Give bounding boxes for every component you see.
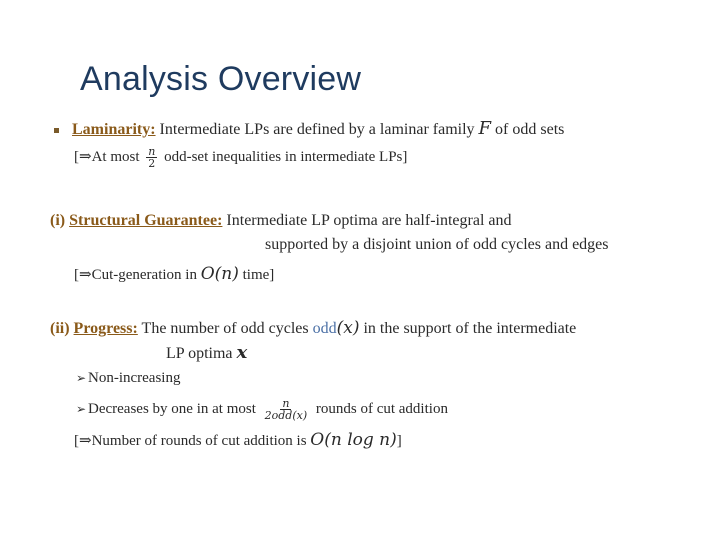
progress-odd: odd [312,320,337,337]
structural-math: O(n) [200,264,239,284]
fraction-numerator: n [282,397,290,410]
laminarity-text-b: of odd sets [491,121,565,138]
progress-prefix: (ii) [50,320,74,337]
structural-bracket [74,264,274,284]
progress-odd-arg: (x) [336,318,360,338]
laminarity-var-f: F [478,118,492,139]
square-bullet-icon [54,128,59,133]
fraction-numerator: n [148,145,156,158]
slide-title: Analysis Overview [80,60,362,98]
structural-line-1 [50,212,511,230]
progress-bullet-2-post: rounds of cut addition [312,400,448,417]
structural-label: Structural Guarantee: [69,212,223,229]
progress-bullet-2 [76,398,448,421]
laminarity-bracket-post: odd-set inequalities in intermediate LPs] [160,148,408,165]
structural-text-1: Intermediate LP optima are half-integral and [222,212,512,229]
fraction-denominator: 2 [148,157,156,170]
structural-bracket-pre: [⇒Cut-generation in [74,267,201,283]
laminarity-fraction [146,146,157,169]
progress-line-1 [50,318,576,338]
progress-bullet-2-pre: Decreases by one in at most [88,400,260,417]
laminarity-line [72,118,564,139]
progress-math: O(n log n) [310,430,397,450]
progress-bullet-1-text: Non-increasing [88,370,181,386]
laminarity-label: Laminarity: [72,121,156,138]
progress-bullet-1 [76,370,180,387]
progress-text-2: in the support of the intermediate [359,320,577,337]
progress-text-1: The number of odd cycles [137,320,313,337]
progress-bracket [74,430,402,450]
progress-fraction [263,398,310,421]
laminarity-bracket-pre: [⇒At most [74,148,144,165]
progress-text-3: LP optima [166,345,237,362]
structural-bracket-post: time] [238,267,275,283]
progress-var-x: x [236,342,248,363]
arrow-bullet-icon: ➢ [76,401,87,416]
laminarity-bracket [74,146,407,169]
arrow-bullet-icon: ➢ [76,371,87,385]
structural-line-2: supported by a disjoint union of odd cycles and edges [265,236,609,253]
progress-bracket-pre: [⇒Number of rounds of cut addition is [74,433,311,449]
progress-line-2 [166,342,247,363]
progress-bracket-post: ] [396,433,402,449]
progress-label: Progress: [73,320,138,337]
structural-prefix: (i) [50,212,70,229]
laminarity-text-a: Intermediate LPs are defined by a laminar family [155,121,479,138]
fraction-denominator: 2odd(x) [264,409,308,422]
